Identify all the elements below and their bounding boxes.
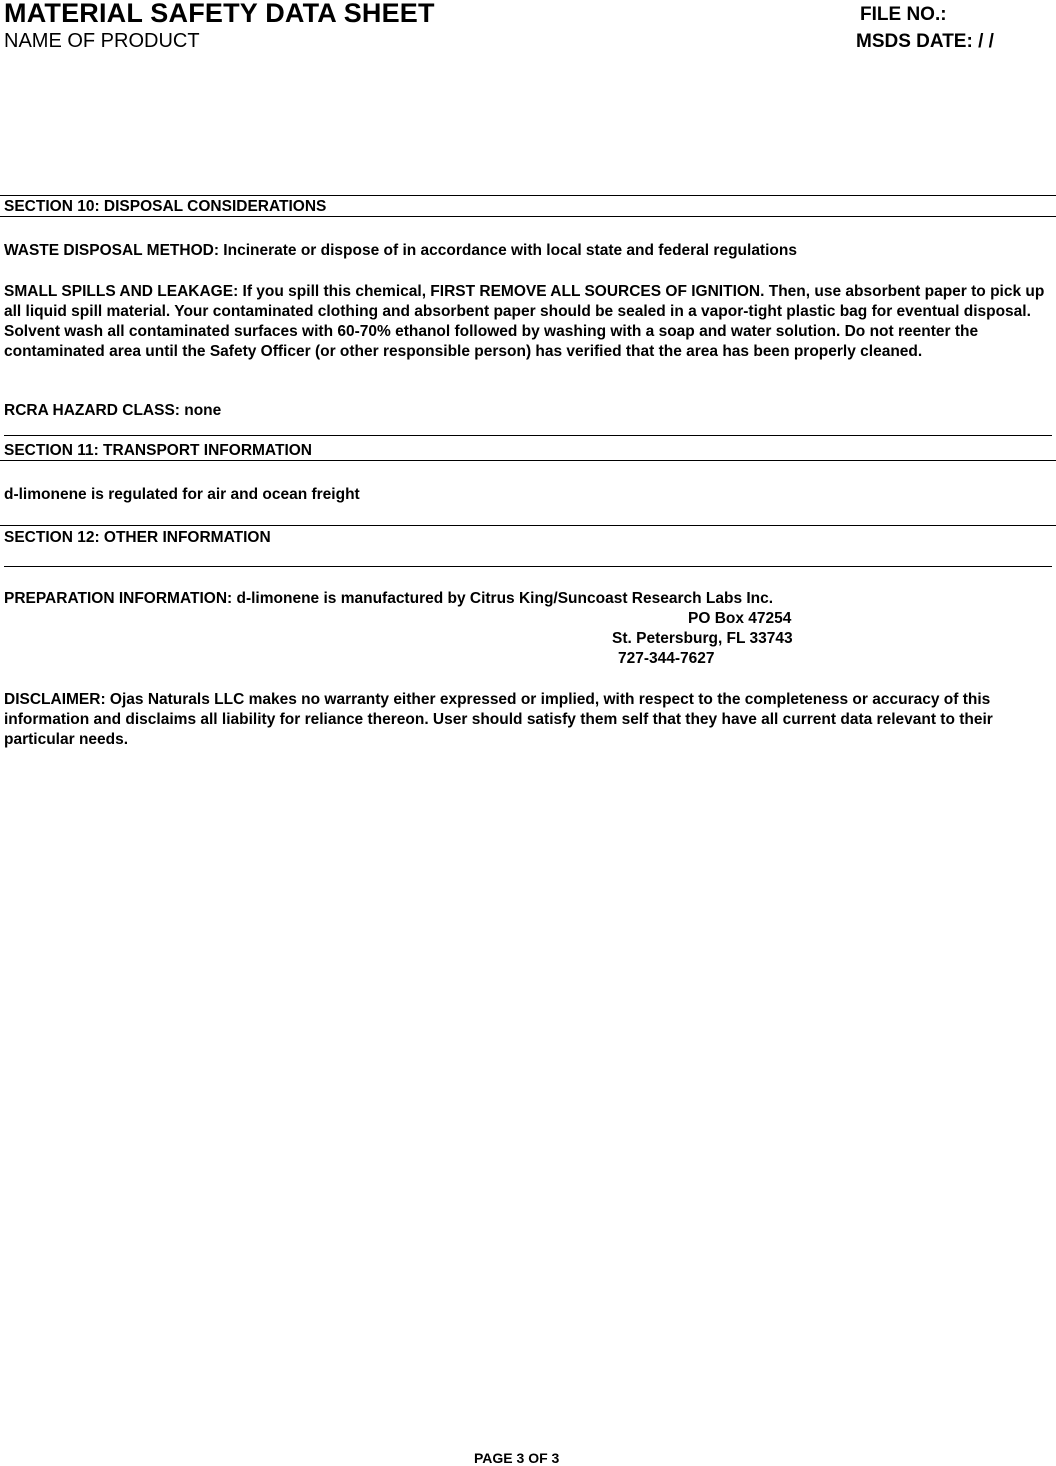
msds-date-label: MSDS DATE: / /: [856, 31, 994, 52]
document-title: MATERIAL SAFETY DATA SHEET: [4, 0, 435, 28]
section-10-heading: SECTION 10: DISPOSAL CONSIDERATIONS: [4, 198, 327, 215]
preparation-information: PREPARATION INFORMATION: d-limonene is manufactured by Citrus King/Suncoast Research Labs Inc.: [4, 590, 774, 607]
section-12-bottom-rule: [4, 566, 1052, 567]
disclaimer-paragraph: DISCLAIMER: Ojas Naturals LLC makes no warranty either expressed or implied, with respect to the completeness or accuracy of this information and disclaims all liability for reliance thereon. User should satisfy them self that they have all current data relevant to their particular needs.: [4, 691, 993, 748]
waste-disposal-method: WASTE DISPOSAL METHOD: Incinerate or dispose of in accordance with local state and federal regulations: [4, 242, 797, 259]
section-10-bottom-rule: [0, 216, 1056, 217]
section-12-top-rule: [0, 525, 1056, 526]
section-10-top-rule: [0, 195, 1056, 196]
address-line-city: St. Petersburg, FL 33743: [612, 630, 793, 647]
address-line-po-box: PO Box 47254: [688, 610, 792, 627]
section-11-bottom-rule: [0, 460, 1056, 461]
file-number-label: FILE NO.:: [860, 4, 947, 25]
section-12-heading: SECTION 12: OTHER INFORMATION: [4, 529, 271, 546]
section-11-top-rule: [4, 435, 1052, 436]
page-number: PAGE 3 OF 3: [474, 1450, 560, 1466]
product-name-label: NAME OF PRODUCT: [4, 30, 200, 52]
phone-number: 727-344-7627: [618, 650, 715, 667]
small-spills-paragraph: SMALL SPILLS AND LEAKAGE: If you spill this chemical, FIRST REMOVE ALL SOURCES OF IGNITION. Then, use absorbent paper to pick up all liquid spill material. Your contaminated clothing and absorbent paper should be sealed in a vapor-tight plastic bag for eventual disposal. Solvent wash all contaminated surfaces with 60-70% ethanol followed by washing with a soap and water solution. Do not reenter the contaminated area until the Safety Officer (or other responsible person) has verified that the area has been properly cleaned.: [4, 283, 1045, 360]
rcra-hazard-class: RCRA HAZARD CLASS: none: [4, 402, 222, 419]
transport-information-text: d-limonene is regulated for air and ocean freight: [4, 486, 360, 503]
section-11-heading: SECTION 11: TRANSPORT INFORMATION: [4, 442, 313, 459]
